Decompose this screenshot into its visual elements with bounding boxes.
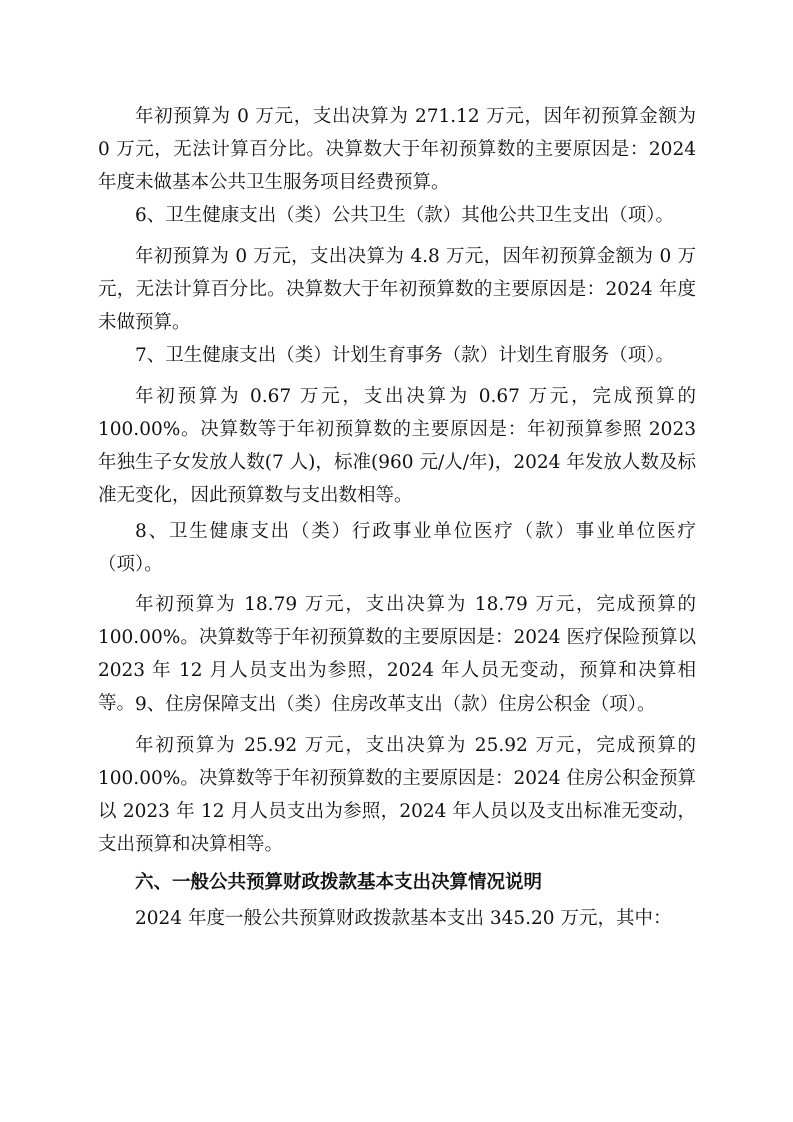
- paragraph-medical-insurance-budget: 年初预算为 18.79 万元，支出决算为 18.79 万元，完成预算的 100.00%。决算数等于年初预算数的主要原因是：2024 医疗保险预算以 2023 年 12 月人员支出为参照，2024 年人员无变动，预算和决算相等。: [98, 594, 696, 714]
- paragraph-public-health-service-budget: 年初预算为 0 万元，支出决算为 271.12 万元，因年初预算金额为 0 万元，无法计算百分比。决算数大于年初预算数的主要原因是：2024 年度未做基本公共卫生服务项目经费预算。: [98, 106, 696, 193]
- paragraph-other-public-health-budget: 年初预算为 0 万元，支出决算为 4.8 万元，因年初预算金额为 0 万元，无法计算百分比。决算数大于年初预算数的主要原因是：2024 年度未做预算。: [98, 246, 696, 333]
- paragraph-housing-fund-budget: 年初预算为 25.92 万元，支出决算为 25.92 万元，完成预算的 100.00%。决算数等于年初预算数的主要原因是：2024 住房公积金预算以 2023 年 12 月人员支出为参照，2024 年人员以及支出标准无变动，支出预算和决算相等。: [98, 735, 696, 855]
- paragraph-family-planning-budget: 年初预算为 0.67 万元，支出决算为 0.67 万元，完成预算的 100.00%。决算数等于年初预算数的主要原因是：年初预算参照 2023 年独生子女发放人数(7 人)，标准(960 元/人/年)，2024 年发放人数及标准无变化，因此预算数与支出数相等。: [98, 386, 696, 506]
- item-9-heading: 9、住房保障支出（类）住房改革支出（款）住房公积金（项）。: [135, 694, 656, 715]
- item-6-heading: 6、卫生健康支出（类）公共卫生（款）其他公共卫生支出（项）。: [135, 205, 675, 226]
- paragraph-basic-expenditure-total: 2024 年度一般公共预算财政拨款基本支出 345.20 万元，其中：: [135, 908, 672, 929]
- item-7-heading: 7、卫生健康支出（类）计划生育事务（款）计划生育服务（项）。: [135, 345, 675, 366]
- item-8-heading: 8、卫生健康支出（类）行政事业单位医疗（款）事业单位医疗（项）。: [98, 521, 696, 575]
- section-heading-basic-expenditure: 六、一般公共预算财政拨款基本支出决算情况说明: [135, 872, 543, 893]
